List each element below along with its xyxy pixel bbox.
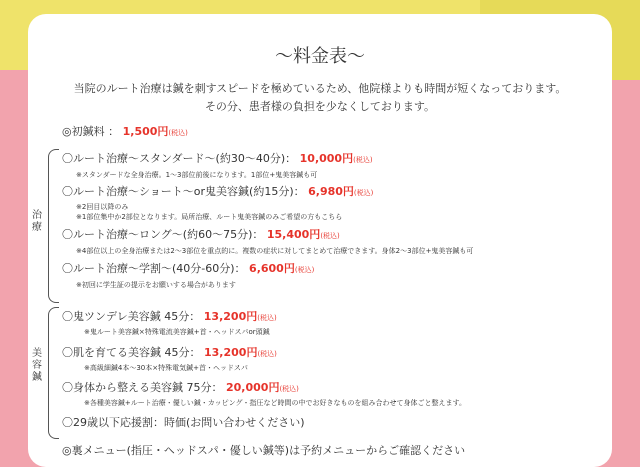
menu-tax: (税込) [279,385,299,393]
menu-label: 〇肌を育てる美容鍼 45分： [62,346,201,359]
menu-item-hada [62,344,277,360]
intro-line-1: 当院のルート治療は鍼を刺すスピードを極めているため、他院様よりも時間が短くなっております。 [73,82,567,95]
menu-note-oni: ※鬼ルート美容鍼×特殊電流美容鍼+首・ヘッドスパor頭鍼 [84,328,270,336]
first-visit-price: 1,500円 [122,125,169,138]
biyo-bracket [48,307,59,439]
menu-label: 〇ルート治療～ショート～or鬼美容鍼(約15分)： [62,185,305,198]
first-visit-label: ◎初鍼料 ： [62,125,120,138]
menu-label: 〇29歳以下応援割：時価(お問い合わせください) [62,416,305,429]
menu-tax: (税込) [257,350,277,358]
menu-note-karada: ※各種美容鍼+ルート治療・優しい鍼・カッピング・指圧など時間の中でお好きなものを組み合わせて身体ごと整えます。 [84,399,466,407]
menu-price: 15,400円 [266,228,321,241]
menu-item-standard [62,150,373,166]
menu-tax: (税込) [353,156,373,164]
menu-price: 13,200円 [204,346,258,359]
intro-text [28,80,612,116]
price-card [28,14,612,467]
menu-price: 20,000円 [226,381,280,394]
biyo-group-label: 美容鍼 [32,348,42,383]
menu-label: 〇ルート治療～学割～(40分-60分)： [62,262,246,275]
menu-price: 10,000円 [299,152,354,165]
footer-note: ◎裏メニュー(指圧・ヘッドスパ・優しい鍼等)は予約メニューからご確認ください [62,444,466,457]
menu-item-student [62,260,314,276]
menu-item-oni [62,308,277,324]
menu-label: 〇鬼ツンデレ美容鍼 45分： [62,310,201,323]
page-title: ～料金表～ [275,46,365,67]
menu-tax: (税込) [257,314,277,322]
first-visit-tax: (税込) [168,129,188,137]
menu-item-karada [62,379,299,395]
menu-item-u29 [62,414,305,430]
menu-price: 6,600円 [249,262,295,275]
menu-tax: (税込) [320,232,340,240]
intro-line-2: その分、患者様の負担を少なくしております。 [204,100,436,113]
menu-item-short [62,183,373,199]
menu-item-long [62,226,340,242]
menu-price: 6,980円 [308,185,354,198]
menu-tax: (税込) [353,189,374,197]
menu-label: 〇ルート治療～スタンダード～(約30～40分)： [62,152,297,165]
menu-tax: (税込) [294,266,315,274]
chiryo-group-label: 治療 [32,210,42,233]
menu-note-long: ※4部位以上の全身治療または2～3部位を重点的に。複数の症状に対してまとめて治療できます。身体2～3部位+鬼美容鍼も可 [76,247,474,255]
menu-note-hada: ※高級細鍼4本～30本×特殊電気鍼+首・ヘッドスパ [84,364,248,372]
menu-note-student: ※初回に学生証の提示をお願いする場合があります [76,281,236,289]
menu-label: 〇ルート治療～ロング～(約60～75分)： [62,228,264,241]
menu-note-standard: ※スタンダードな全身治療。1～3部位前後になります。1部位+鬼美容鍼も可 [76,171,318,179]
menu-label: 〇身体から整える美容鍼 75分： [62,381,223,394]
menu-note-short: ※2回目以降のみ ※1部位集中か2部位となります。局所治療、ルート鬼美容鍼のみご希望の方もこちら [76,203,343,221]
chiryo-bracket [48,149,59,303]
menu-price: 13,200円 [203,310,258,323]
first-visit-row [62,123,188,139]
